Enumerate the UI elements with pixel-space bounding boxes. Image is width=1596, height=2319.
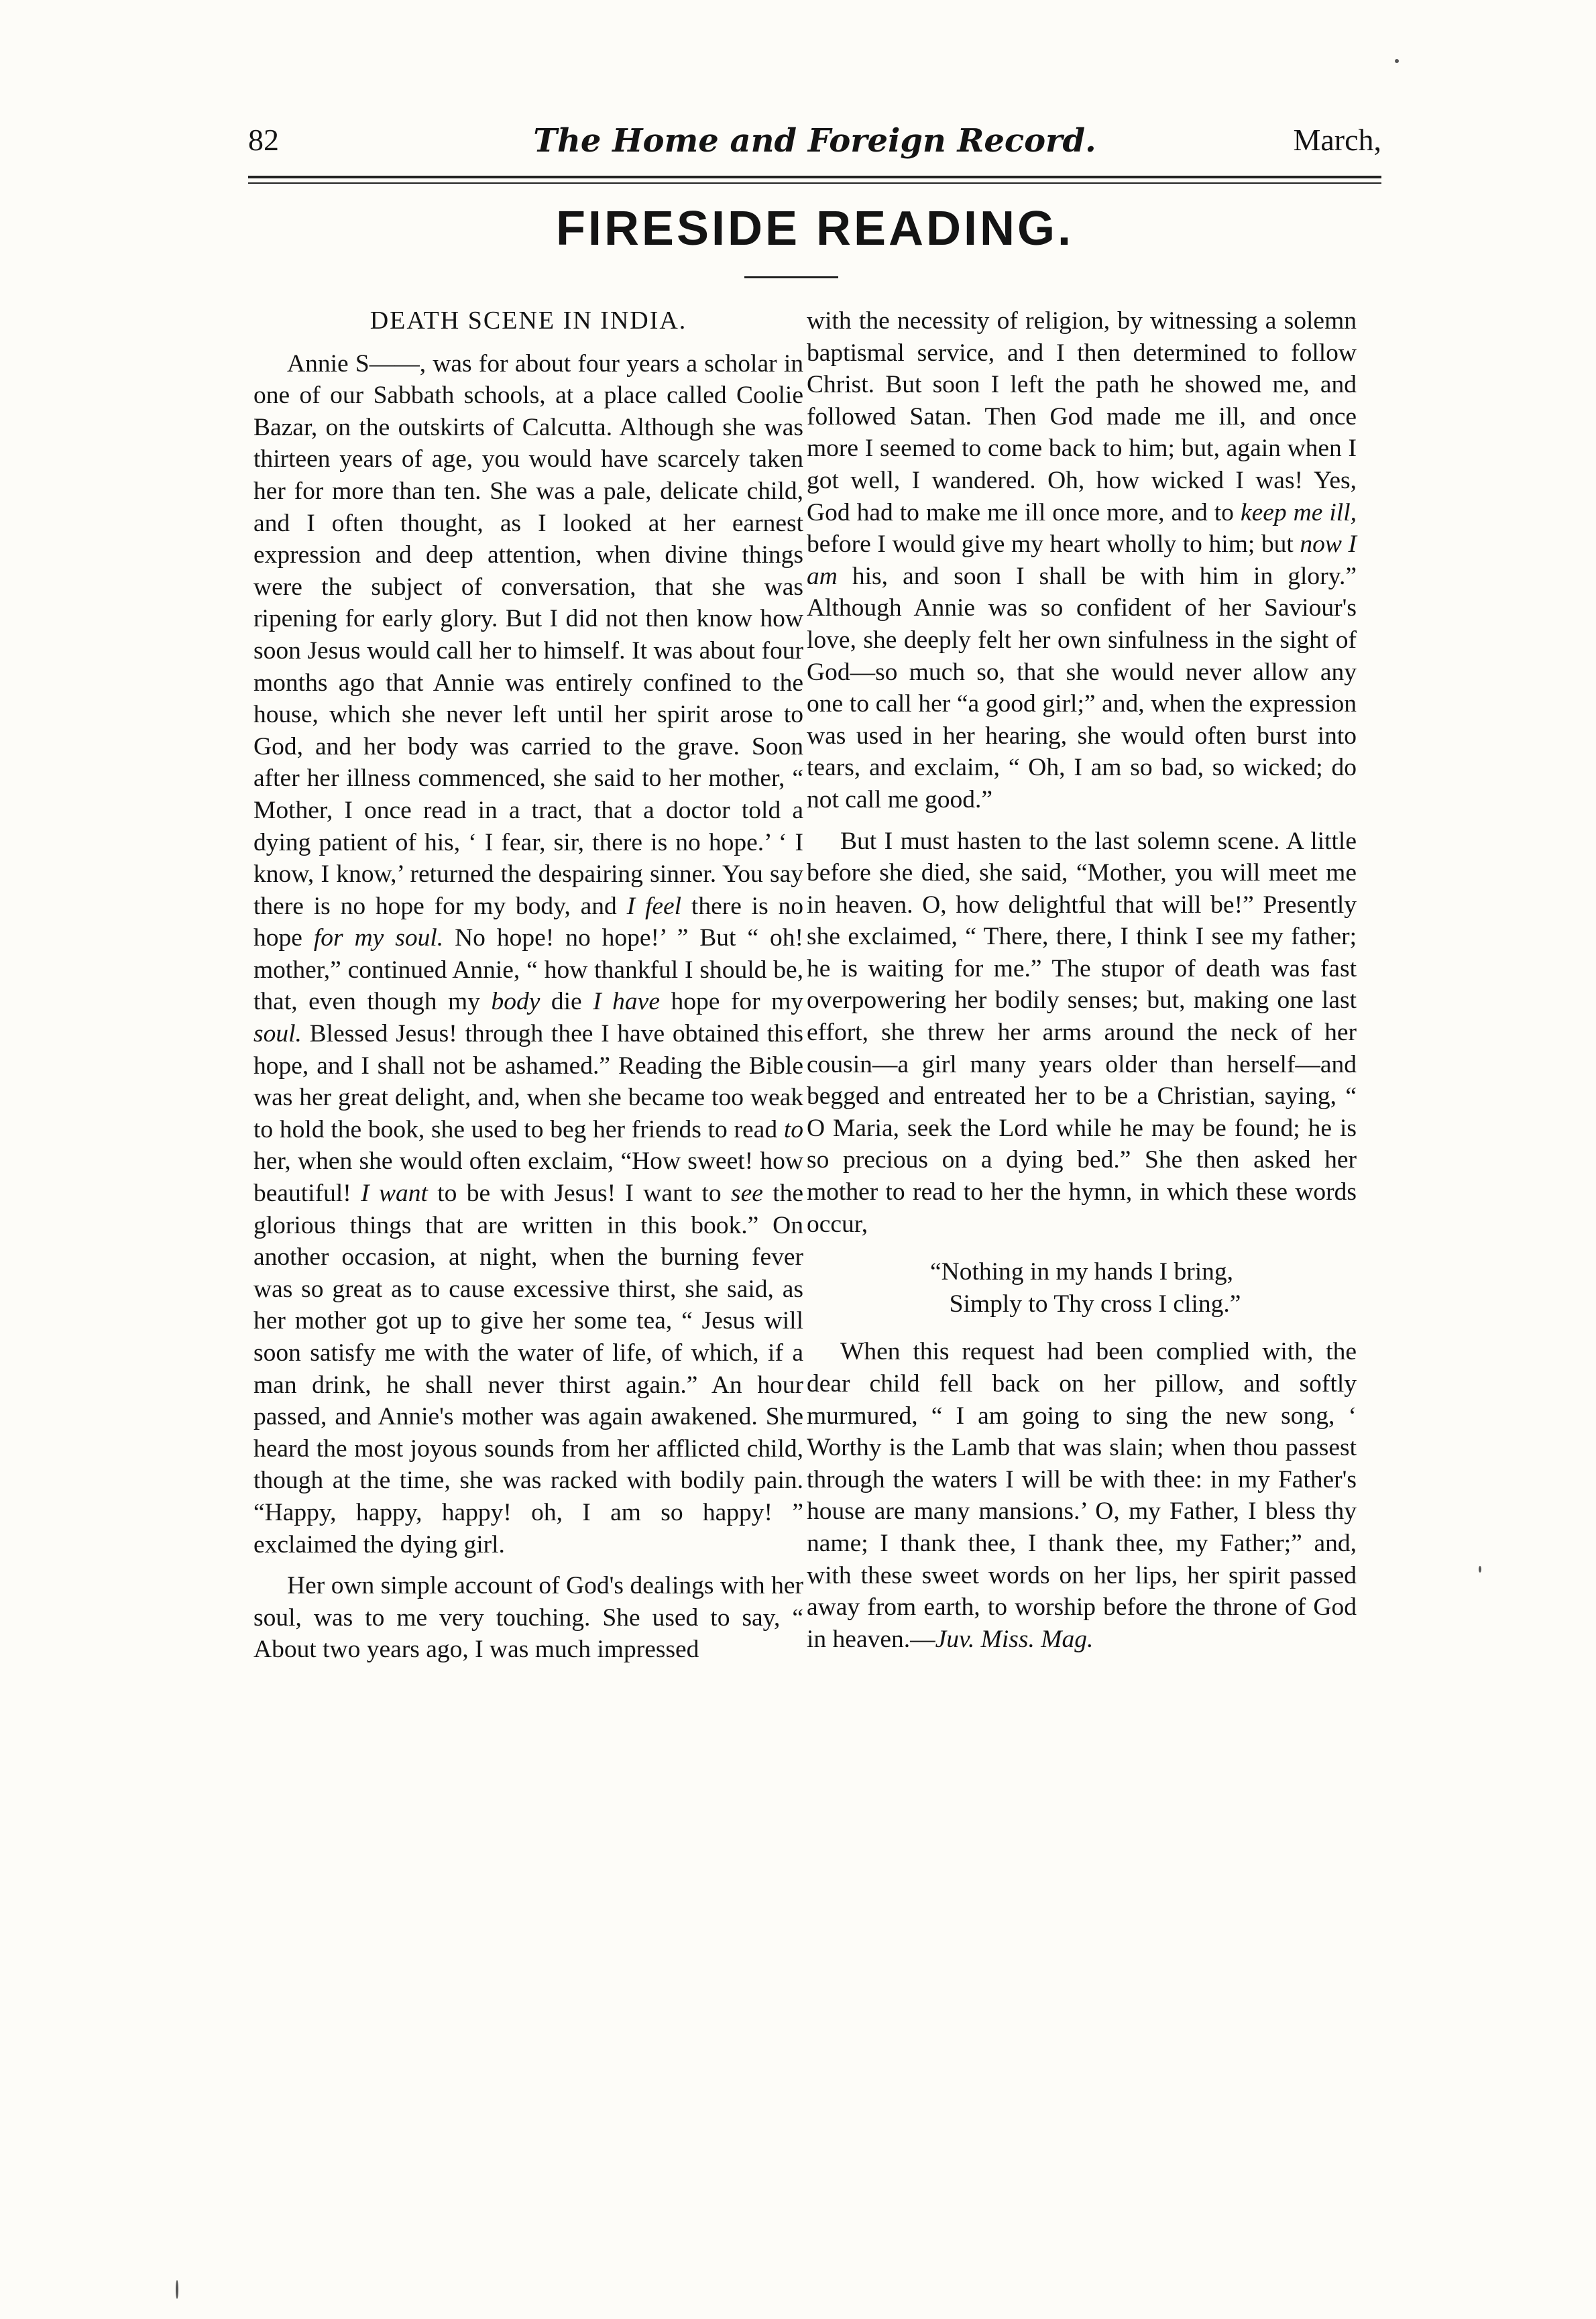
journal-title: The Home and Foreign Record. [533, 122, 1096, 160]
hymn-verse [807, 1256, 1357, 1320]
paper-speck [176, 2280, 178, 2299]
source-attribution: Juv. Miss. Mag. [935, 1625, 1094, 1653]
header-rule-thin [248, 182, 1381, 184]
paragraph-1: Annie S——, was for about four years a scholar in one of our Sabbath schools, at a place called Coolie Bazar, on the outskirts of Calcutta. Although she was thirteen years of age, you would have scarcely taken her for more than ten. She was a pale, delicate child, and I often thought, as I looked at her earnest expression and deep attention, when divine things were the subject of conversation, that she was ripening for early glory. But I did not then know how soon Jesus would call her to himself. It was about four months ago that Annie was entirely confined to the house, which she never left until her spirit arose to God, and her body was carried to the grave. Soon after her illness commenced, she said to her mother, “ Mother, I once read in a tract, that a doctor told a dying patient of his, ‘ I fear, sir, there is no hope.’ ‘ I know, I know,’ returned the despairing sinner. You say there is no hope for my body, and I feel there is no hope for my soul. No hope! no hope!’ ” But “ oh! mother,” continued Annie, “ how thankful I should be, that, even though my body die I have hope for my soul. Blessed Jesus! through thee I have obtained this hope, and I shall not be ashamed.” Reading the Bible was her great delight, and, when she became too weak to hold the book, she used to beg her friends to read to her, when she would often exclaim, “How sweet! how beautiful! I want to be with Jesus! I want to see the glorious things that are written in this book.” On another occasion, at night, when the burning fever was so great as to cause excessive thirst, she said, as her mother got up to give her some tea, “ Jesus will soon satisfy me with the water of life, of which, if a man drink, he shall never thirst again.” An hour passed, and Annie's mother was again awakened. She heard the most joyous sounds from her afflicted child, though at the time, she was racked with bodily pain. “Happy, happy, happy! oh, I am so happy! ” exclaimed the dying girl. [253, 349, 804, 1559]
running-header [248, 122, 1381, 169]
right-column [807, 305, 1357, 1655]
paragraph-3: But I must hasten to the last solemn scene. A little before she died, she said, “Mother, you will meet me in heaven. O, how delightful that will be!” Presently she exclaimed, “ There, there, I think I see my father; he is waiting for me.” The stupor of death was fast overpowering her bodily senses; but, making one last effort, she threw her arms around the neck of her cousin—a girl many years older than herself—and begged and entreated her to be a Christian, saying, “ O Maria, seek the Lord while he may be found; he is so precious on a dying bed.” She then asked her mother to read to her the hymn, in which these words occur, [807, 827, 1357, 1238]
title-underline [744, 276, 838, 278]
issue-month: March, [1293, 123, 1381, 157]
paper-speck [1395, 59, 1399, 63]
paper-speck [1479, 1566, 1481, 1573]
section-title: FIRESIDE READING. [555, 202, 1074, 256]
verse-line-2: Simply to Thy cross I cling.” [949, 1290, 1241, 1318]
page-number: 82 [248, 123, 279, 157]
paragraph-2: Her own simple account of God's dealings with her soul, was to me very touching. She used to say, “ About two years ago, I was much impressed [253, 1572, 803, 1664]
paragraph-4: When this request had been complied with, the dear child fell back on her pillow, and softly murmured, “ I am going to sing the new song, ‘ Worthy is the Lamb that was slain; when thou passest through the waters I will be with thee: in my Father's house are many mansions.’ O, my Father, I bless thy name; I thank thee, I thank thee, my Father;” and, with these sweet words on her lips, her spirit passed away from earth, to worship before the throne of God in heaven.—Juv. Miss. Mag. [807, 1338, 1357, 1653]
verse-line-1: “Nothing in my hands I bring, [929, 1258, 1234, 1286]
left-column [253, 305, 803, 1666]
article-title: DEATH SCENE IN INDIA. [369, 306, 687, 335]
header-rule-thick [248, 176, 1381, 178]
paragraph-2-continued: with the necessity of religion, by witnessing a solemn baptismal service, and I then determined to follow Christ. But soon I left the path he showed me, and followed Satan. Then God made me ill, and once more I seemed to come back to him; but, again when I got well, I wandered. Oh, how wicked I was! Yes, God had to make me ill once more, and to keep me ill, before I would give my heart wholly to him; but now I am his, and soon I shall be with him in glory.” Although Annie was so confident of her Saviour's love, she deeply felt her own sinfulness in the sight of God—so much so, that she would never allow any one to call her “a good girl;” and, when the expression was used in her hearing, she would often burst into tears, and exclaim, “ Oh, I am so bad, so wicked; do not call me good.” [807, 307, 1357, 813]
